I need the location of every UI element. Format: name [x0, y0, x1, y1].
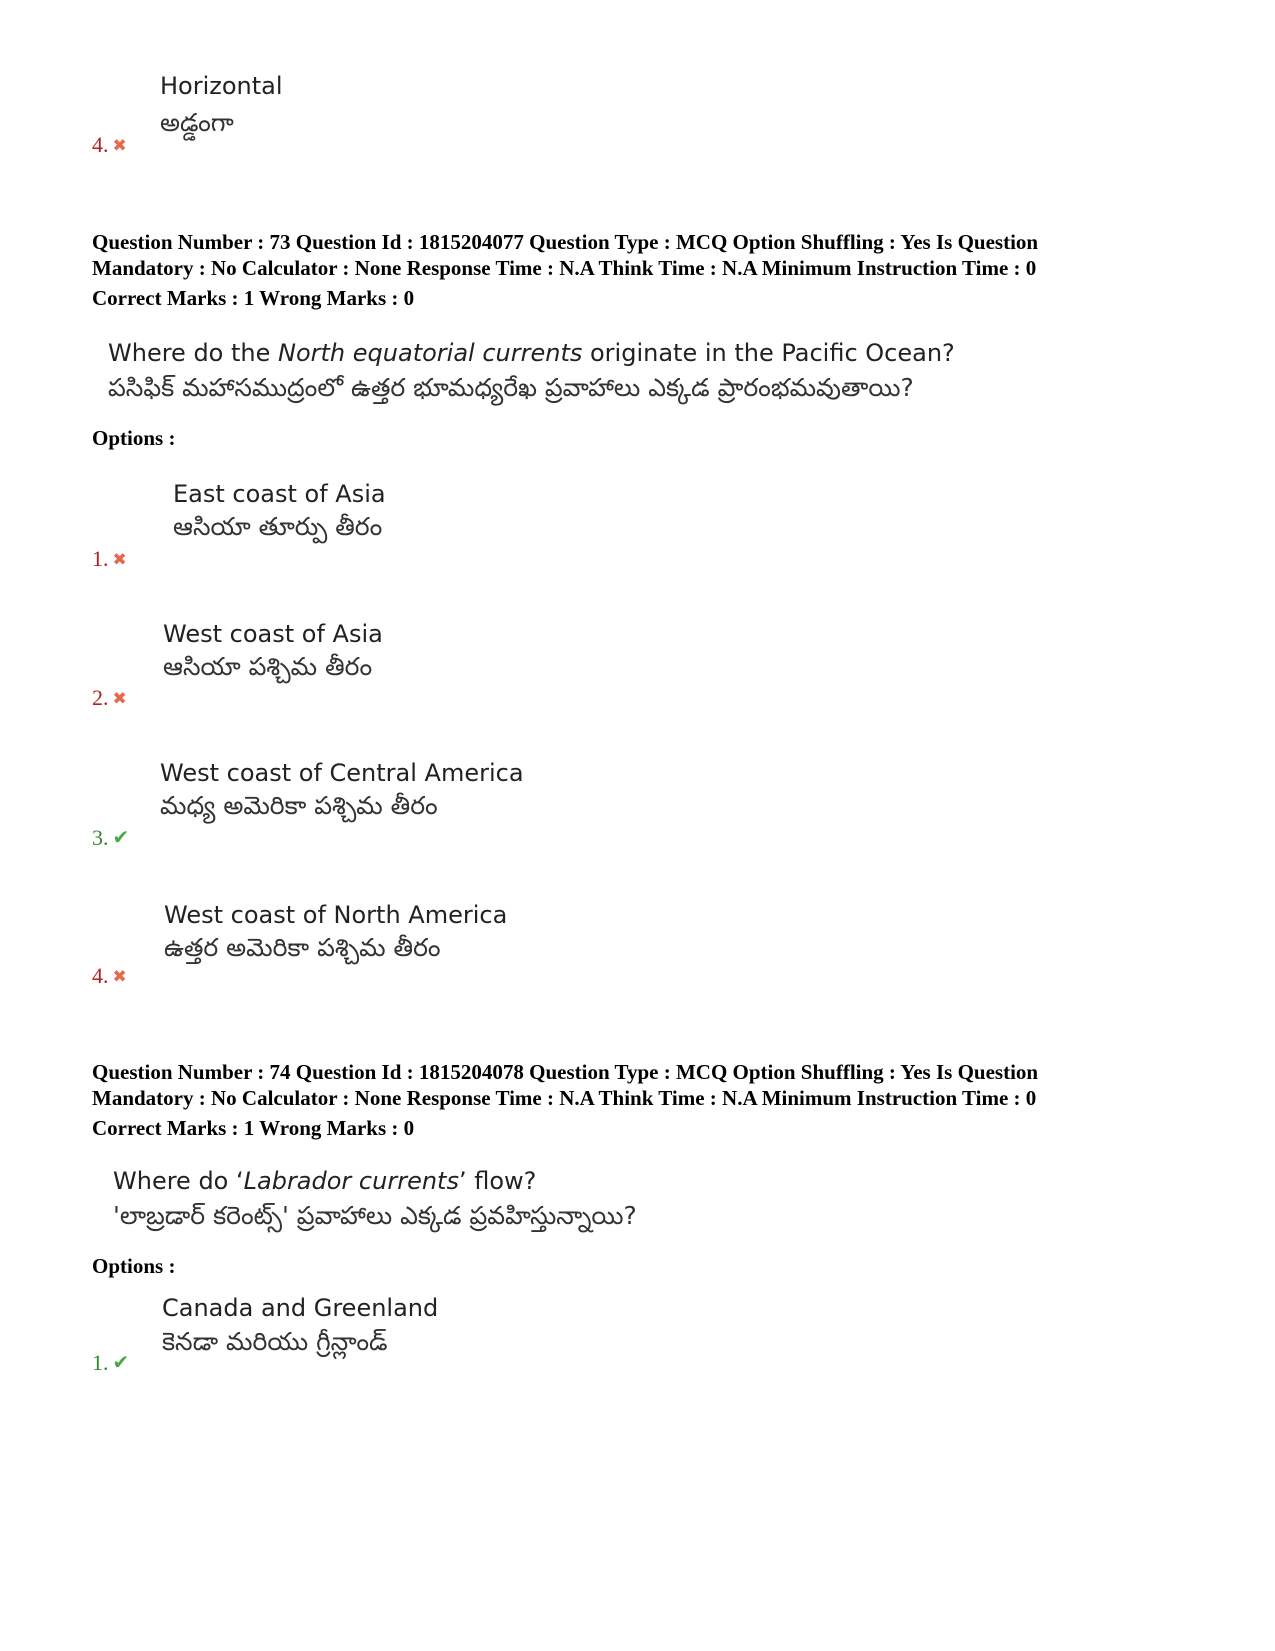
q73-meta-line-1: Question Number : 73 Question Id : 1815204077 Question Type : MCQ Option Shuffling : Yes Is Question: [92, 230, 1039, 254]
q73-option-3-telugu[interactable]: మధ్య అమెరికా పశ్చిమ తీరం: [160, 791, 438, 820]
q74-options-label: Options :: [92, 1254, 176, 1278]
option-number: 1.: [92, 546, 109, 571]
q73-option-2-telugu[interactable]: ఆసియా పశ్చిమ తీరం: [163, 652, 373, 681]
check-icon: ✔: [112, 825, 130, 849]
q74-question-text-italic: Labrador currents: [243, 1167, 459, 1195]
cross-icon: ✖: [112, 967, 127, 987]
q73-question-text-post: originate in the Pacific Ocean?: [582, 339, 955, 367]
q74-meta-line-2: Mandatory : No Calculator : None Response Time : N.A Think Time : N.A Minimum Instruction Time : 0: [92, 1086, 1037, 1110]
option-number: 3.: [92, 825, 109, 850]
q73-question-text-pre: Where do the: [108, 339, 279, 367]
q73-option-1-english[interactable]: East coast of Asia: [173, 480, 386, 508]
q73-meta-line-2: Mandatory : No Calculator : None Response Time : N.A Think Time : N.A Minimum Instruction Time : 0: [92, 256, 1037, 280]
q74-marks: Correct Marks : 1 Wrong Marks : 0: [92, 1116, 415, 1140]
q74-question-telugu: 'లాబ్రడార్ కరెంట్స్' ప్రవాహాలు ఎక్కడ ప్రవహిస్తున్నాయి?: [113, 1201, 637, 1230]
q73-option-4-marker: [92, 965, 127, 988]
q74-question-text-pre: Where do ‘: [113, 1167, 244, 1195]
q74-meta-line-1: Question Number : 74 Question Id : 1815204078 Question Type : MCQ Option Shuffling : Yes Is Question: [92, 1060, 1039, 1084]
q74-option-1-marker: [92, 1350, 129, 1375]
option-number: 4.: [92, 132, 109, 157]
option-number: 4.: [92, 963, 109, 988]
check-icon: ✔: [112, 1350, 130, 1374]
q73-option-2-english[interactable]: West coast of Asia: [163, 620, 383, 648]
cross-icon: ✖: [112, 136, 127, 156]
q73-option-4-telugu[interactable]: ఉత్తర అమెరికా పశ్చిమ తీరం: [164, 933, 441, 962]
q73-option-1-marker: [92, 548, 127, 571]
q74-question-english: [113, 1167, 536, 1195]
q73-question-telugu: పసిఫిక్ మహాసముద్రంలో ఉత్తర భూమధ్యరేఖ ప్రవాహాలు ఎక్కడ ప్రారంభమవుతాయి?: [108, 373, 914, 402]
q73-option-3-marker: [92, 825, 129, 850]
cross-icon: ✖: [112, 550, 127, 570]
q73-options-label: Options :: [92, 426, 176, 450]
option-number: 2.: [92, 685, 109, 710]
cross-icon: ✖: [112, 689, 127, 709]
prev-option-4-marker: [92, 134, 127, 157]
q74-question-text-post: ’ flow?: [458, 1167, 537, 1195]
q73-marks: Correct Marks : 1 Wrong Marks : 0: [92, 286, 415, 310]
q74-option-1-english[interactable]: Canada and Greenland: [162, 1294, 439, 1322]
q73-option-4-english[interactable]: West coast of North America: [164, 901, 508, 929]
prev-option-4-english: Horizontal: [160, 72, 283, 100]
option-number: 1.: [92, 1350, 109, 1375]
q73-option-2-marker: [92, 687, 127, 710]
q74-option-1-telugu[interactable]: కెనడా మరియు గ్రీన్లాండ్: [162, 1327, 388, 1356]
q73-question-text-italic: North equatorial currents: [278, 339, 583, 367]
q73-option-3-english[interactable]: West coast of Central America: [160, 759, 524, 787]
q73-question-english: [108, 339, 955, 367]
prev-option-4-telugu: అడ్డంగా: [160, 108, 234, 137]
q73-option-1-telugu[interactable]: ఆసియా తూర్పు తీరం: [173, 512, 383, 541]
